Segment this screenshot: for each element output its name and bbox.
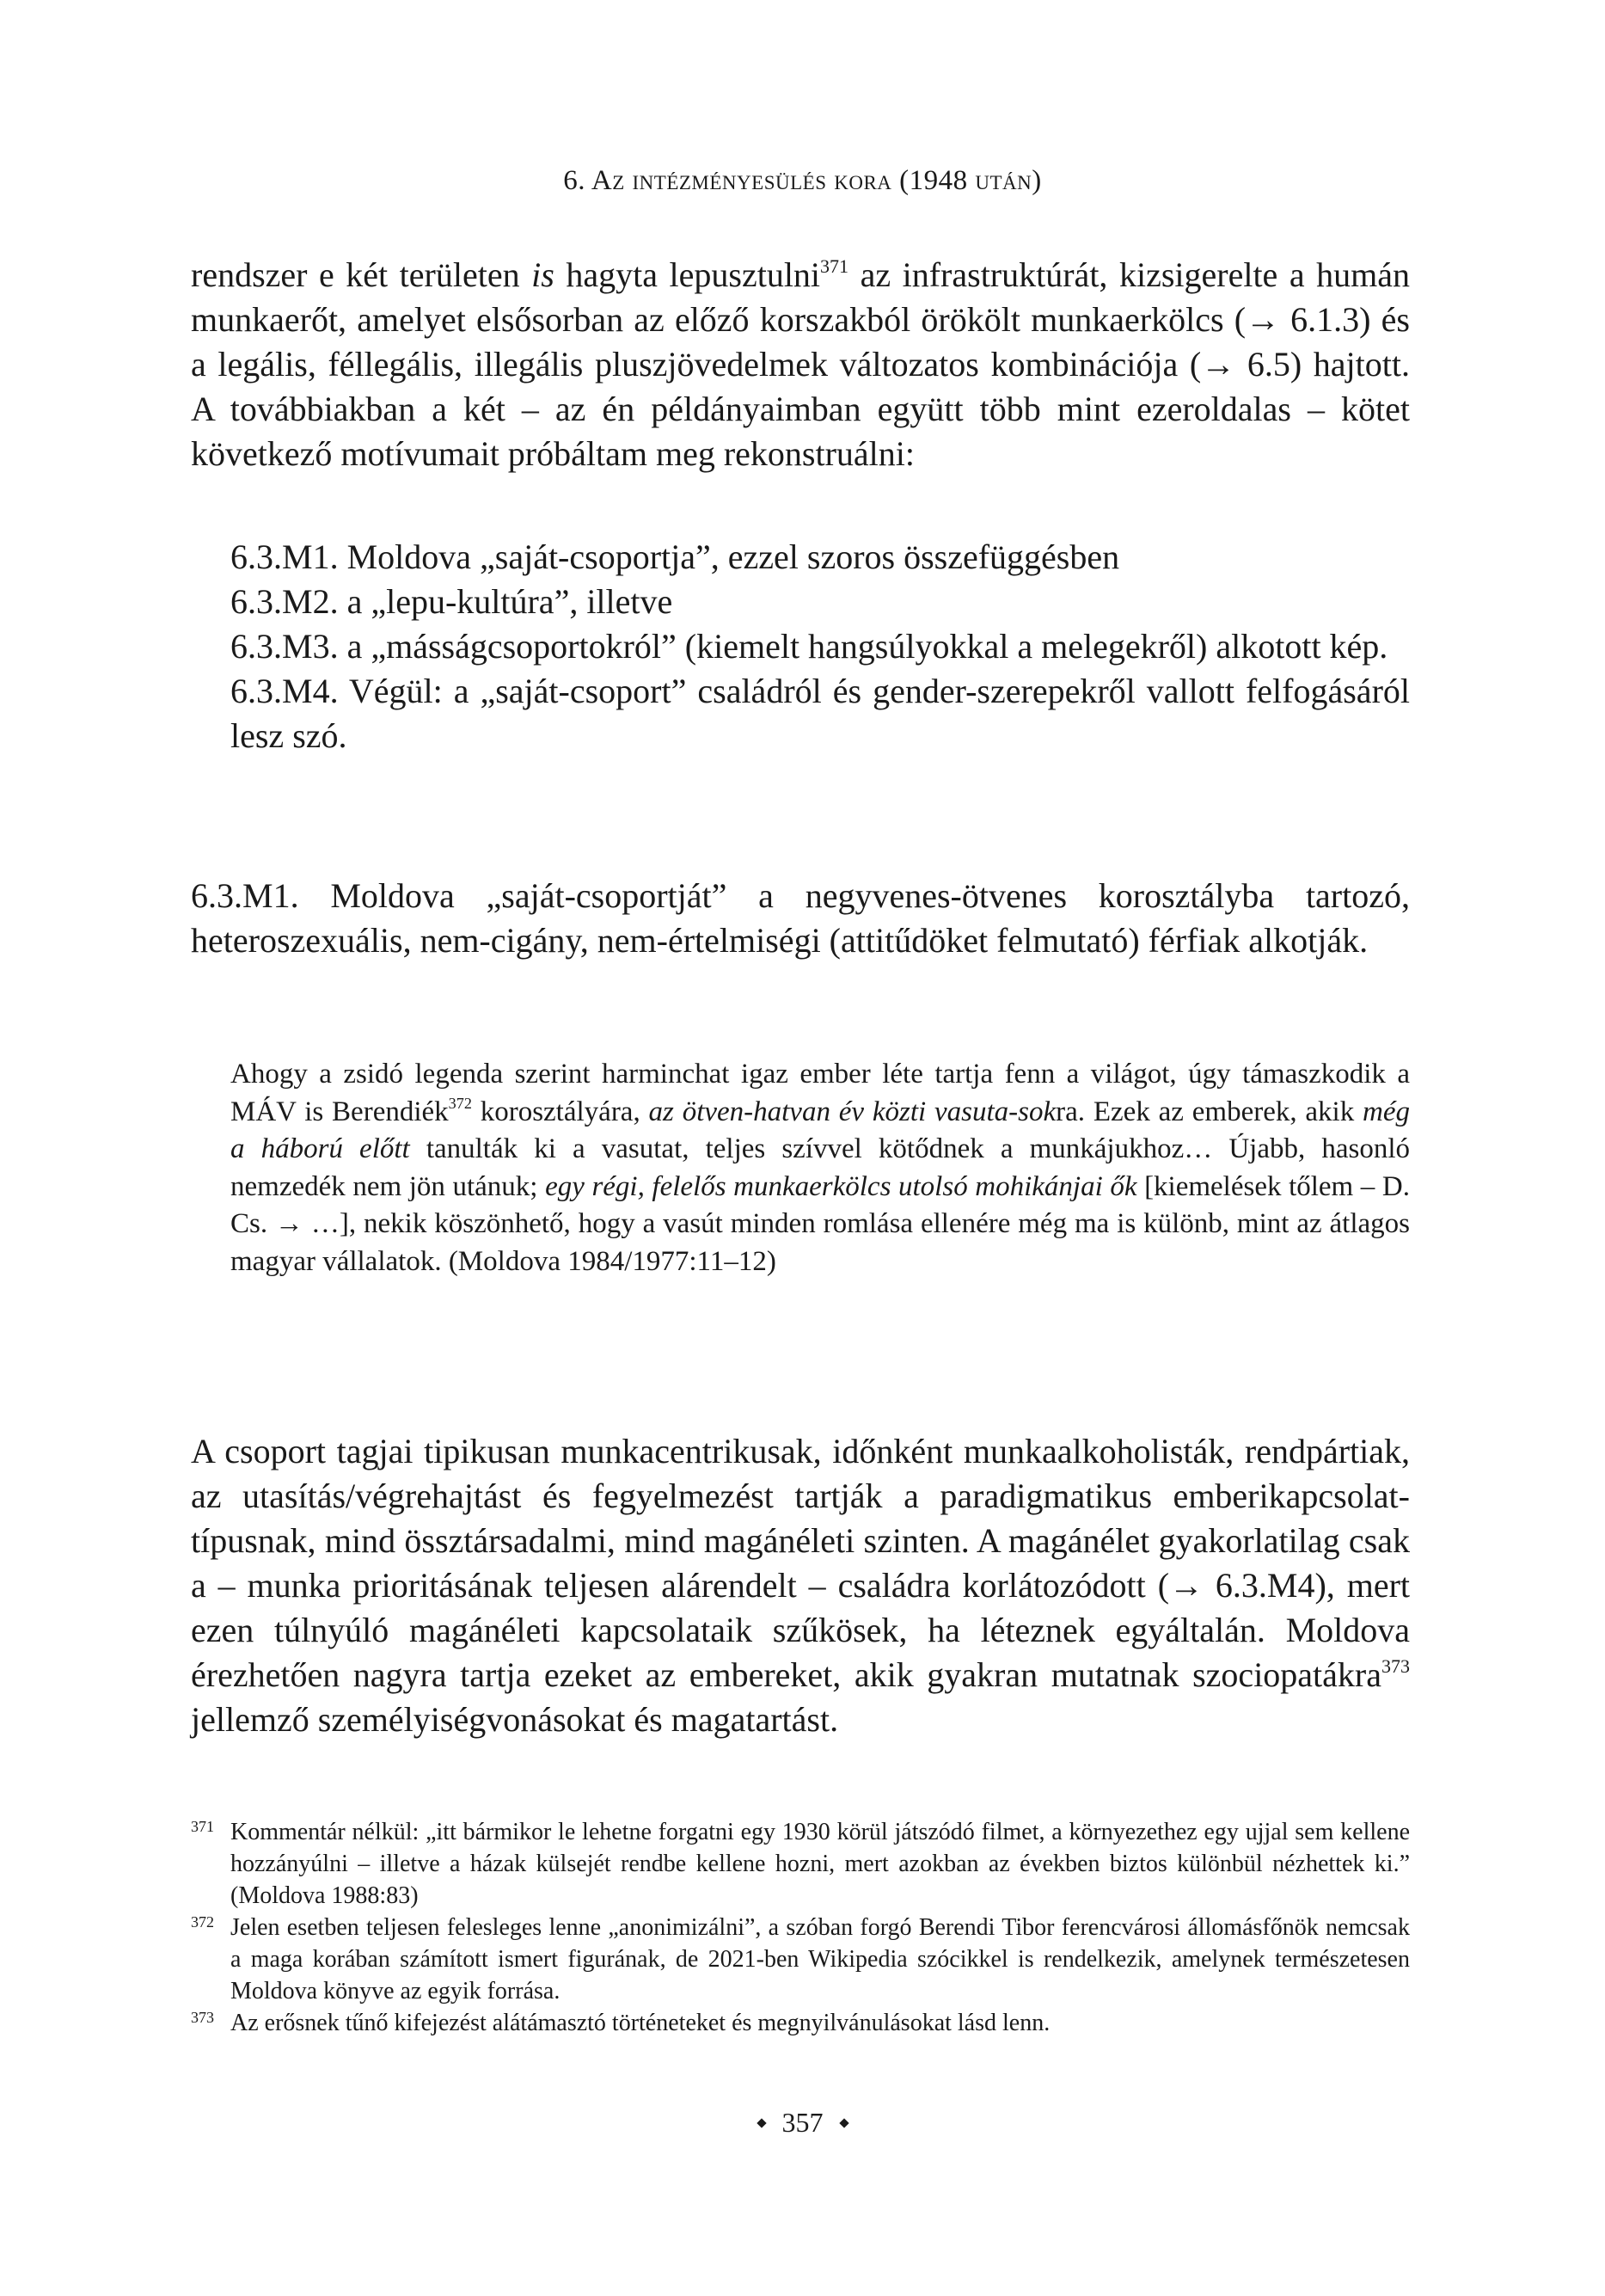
footnote-372	[191, 1912, 1410, 2007]
quote-segment: tanulták ki a vasutat, teljes szívvel kötődnek a munkájukhoz… Újabb, hasonló nemzedék nem jön utánuk;	[230, 1133, 1410, 1202]
quote-segment: korosztályára,	[471, 1096, 649, 1127]
footnote-373	[191, 2007, 1410, 2039]
paragraph-3-text	[191, 1429, 1410, 1742]
diamond-ornament-icon	[839, 2118, 848, 2127]
motif-list-item: 6.3.M4. Végül: a „saját-csoport” családról és gender-szerepekről vallott felfogásáról lesz szó.	[230, 672, 1410, 755]
footnote-ref-373[interactable]: 373	[1381, 1654, 1410, 1677]
footnote-number: 371	[191, 1818, 214, 1835]
motif-list-item: 6.3.M1. Moldova „saját-csoportja”, ezzel szoros összefüggésben	[230, 537, 1120, 576]
block-quote	[230, 1056, 1410, 1280]
footnote-ref-371[interactable]: 371	[820, 255, 849, 277]
diamond-ornament-icon	[757, 2118, 766, 2127]
footnote-text: Jelen esetben teljesen felesleges lenne „anonimizálni”, a szóban forgó Berendi Tibor ferencvárosi állomásfőnök nemcsak a maga korában számított ismert figurának, de 2021-ben Wikipedia szócikkel is rendelkezik, amelynek természetesen Moldova könyve az egyik forrása.	[230, 1914, 1410, 2004]
motif-list-item: 6.3.M3. a „másságcsoportokról” (kiemelt hangsúlyokkal a melegekről) alkotott kép.	[230, 627, 1388, 666]
quote-italic: egy régi, felelős munkaerkölcs utolsó mohikánjai ők	[545, 1170, 1137, 1202]
motif-list	[230, 535, 1410, 758]
footnote-number: 372	[191, 1913, 214, 1931]
quote-segment: ra. Ezek az emberek, akik	[1056, 1096, 1363, 1127]
footnote-text: Kommentár nélkül: „itt bármikor le lehetne forgatni egy 1930 körül játszódó filmet, a környezethez egy ujjal sem kellene hozzányúlni – illetve a házak külsejét rendbe kellene hozni, mert azokban az években biztos különbül nézhettek ki.” (Moldova 1988:83)	[230, 1819, 1410, 1909]
text-segment: hagyta lepusztulni	[554, 255, 821, 294]
text-segment: rendszer e két területen	[191, 255, 532, 294]
running-head: 6. Az intézményesülés kora (1948 után)	[563, 165, 1042, 196]
paragraph-1-text	[191, 253, 1410, 476]
quote-segment: Ahogy a zsidó legenda szerint harminchat igaz ember léte tartja fenn a világot, úgy támaszkodik a MÁV is Berendiék	[230, 1059, 1410, 1127]
page-number	[0, 2107, 1605, 2139]
quote-segment: [kiemelések tőlem – D. Cs. → …], nekik köszönhető, hogy a vasút minden romlása ellenére még ma is különb, mint az átlagos magyar vállalatok. (Moldova 1984/1977:11–12)	[230, 1170, 1410, 1277]
footnote-ref-372[interactable]: 372	[448, 1094, 472, 1112]
quote-italic: az ötven-hatvan év közti vasuta-sok	[648, 1096, 1057, 1127]
page-number-text: 357	[781, 2107, 824, 2138]
text-segment: A csoport tagjai tipikusan munkacentrikusak, időnként munkaalkoholisták, rendpártiak, az utasítás/végrehajtást és fegyelmezést tartják a paradigmatikus emberikapcsolat-típusnak, mind össztársadalmi, mind magánéleti szinten. A magánélet gyakorlatilag csak a – munka prioritásának teljesen alárendelt – családra korlátozódott (→ 6.3.M4), mert ezen túlnyúló magánéleti kapcsolataik szűkösek, ha léteznek egyáltalán. Moldova érezhetően nagyra tartja ezeket az embereket, akik gyakran mutatnak szociopatákra	[191, 1432, 1410, 1694]
text-segment: az infrastruktúrát, kizsigerelte a humán munkaerőt, amelyet elsősorban az előző korszakból örökölt munkaerkölcs (→ 6.1.3) és a legális, féllegális, illegális pluszjövedelmek változatos kombinációja (→ 6.5) hajtott. A továbbiakban a két – az én példányaimban együtt több mint ezeroldalas – kötet következő motívumait próbáltam meg rekonstruálni:	[191, 255, 1410, 473]
body-paragraph-3	[191, 1429, 1410, 1742]
footnote-text: Az erősnek tűnő kifejezést alátámasztó történeteket és megnyilvánulásokat lásd lenn.	[230, 2010, 1051, 2036]
text-segment: jellemző személyiségvonásokat és magatartást.	[191, 1700, 839, 1739]
italic-emphasis: is	[531, 255, 554, 294]
footnote-number: 373	[191, 2009, 214, 2026]
footnotes-section	[191, 1816, 1410, 2039]
body-paragraph-2	[191, 874, 1410, 963]
footnote-371	[191, 1816, 1410, 1912]
quote-italic: még a háború előtt	[230, 1096, 1411, 1164]
paragraph-2-text: 6.3.M1. Moldova „saját-csoportját” a negyvenes-ötvenes korosztályba tartozó, heteroszexuális, nem-cigány, nem-értelmiségi (attitűdöket felmutató) férfiak alkotják.	[191, 876, 1410, 960]
motif-list-item: 6.3.M2. a „lepu-kultúra”, illetve	[230, 582, 673, 621]
body-paragraph-1	[191, 253, 1410, 476]
